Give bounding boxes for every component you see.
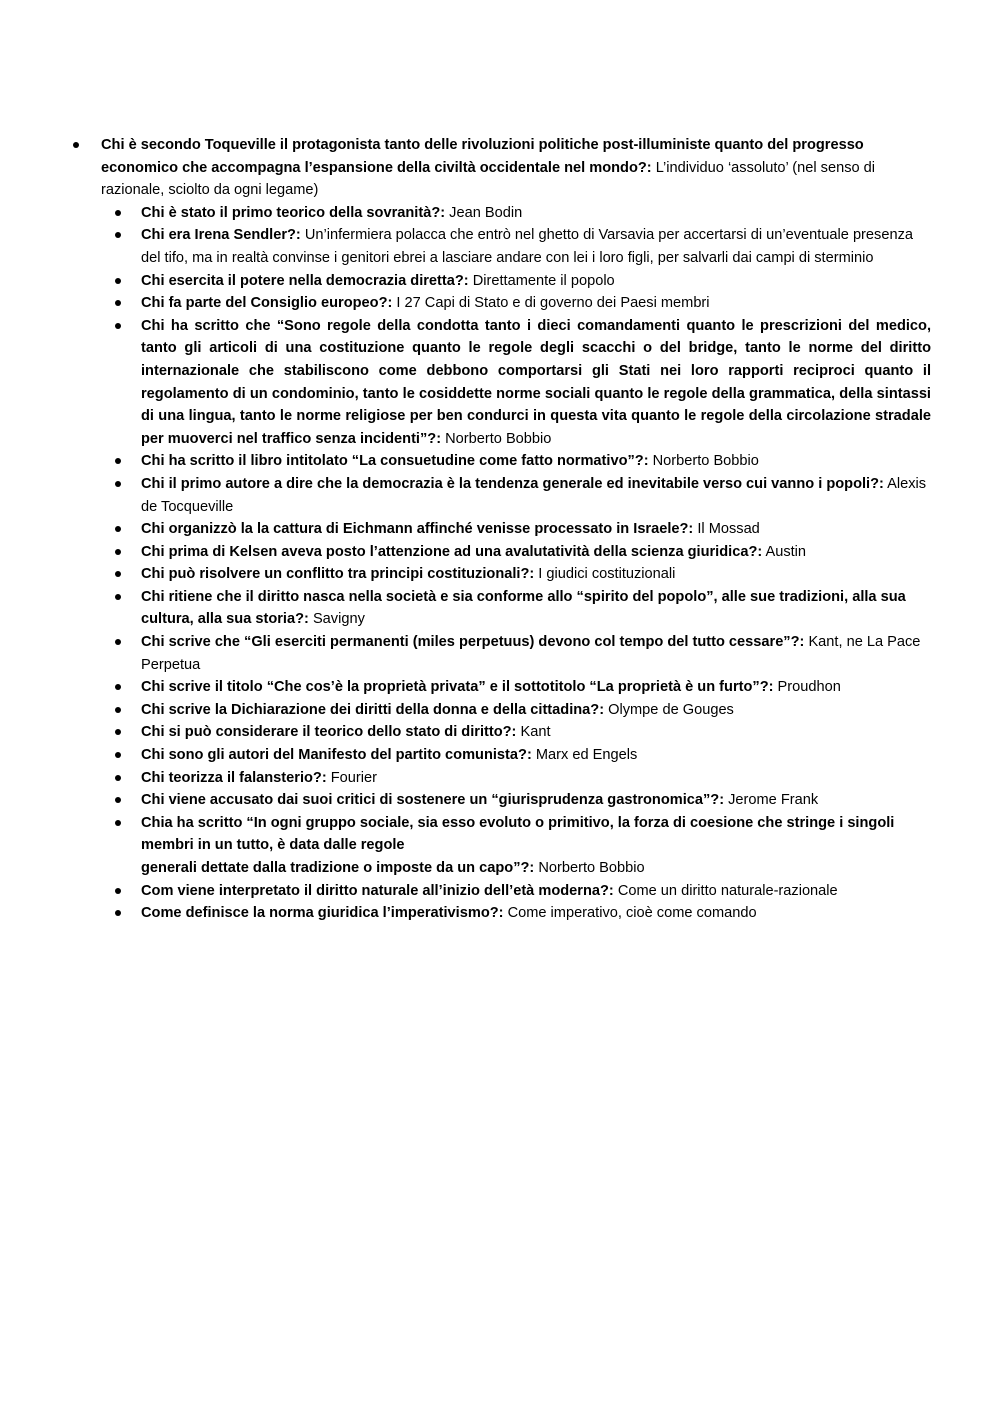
answer-text: Jerome Frank xyxy=(724,792,819,809)
bullet-icon xyxy=(115,526,121,532)
question-text: Chi viene accusato dai suoi critici di sostenere un “giurisprudenza gastronomica”?: xyxy=(141,792,725,809)
answer-text: Norberto Bobbio xyxy=(534,860,645,876)
answer-text: Un’infermiera polacca che entrò nel ghetto di Varsavia per accertarsi di un’eventuale presenza del tifo, ma in realtà convinse i genitori ebrei a lasciare andare con lei i loro figli, per salvarli dai campi di sterminio xyxy=(141,227,913,266)
list-item xyxy=(141,812,931,880)
answer-text: I giudici costituzionali xyxy=(534,566,676,583)
question-text: Chi teorizza il falansterio?: xyxy=(141,769,327,786)
answer-text: Direttamente il popolo xyxy=(468,272,615,289)
question-text: Chi prima di Kelsen aveva posto l’attenzione ad una avalutatività della scienza giuridica?: xyxy=(141,543,763,560)
answer-text: Kant, ne La Pace Perpetua xyxy=(141,634,921,673)
question-text: Chi ha scritto che “Sono regole della condotta tanto i dieci comandamenti quanto le prescrizioni del medico, tanto gli articoli di una costituzione quanto le regole degli scacchi o del bridge, tanto le norme del diritto internazionale che stabiliscono come debbono comportarsi gli Stati nei loro rapporti reciproci quanto il regolamento di un condominio, tanto le cosiddette norme sociali quanto le regole della grammatica, della sintassi di una lingua, tanto le norme religiose per ben condurci in questa vita quanto le regole della circolazione stradale per muoverci nel traffico senza incidenti”?: xyxy=(141,317,931,447)
bullet-icon xyxy=(73,142,79,148)
list-item xyxy=(101,134,931,925)
bullet-icon xyxy=(115,797,121,803)
bullet-icon xyxy=(115,594,121,600)
question-text: Chi si può considerare il teorico dello stato di diritto?: xyxy=(141,724,517,741)
answer-text: Olympe de Gouges xyxy=(604,701,734,718)
list-item xyxy=(141,450,931,473)
bullet-icon xyxy=(115,481,121,487)
bullet-icon xyxy=(115,707,121,713)
question-text: Chi ritiene che il diritto nasca nella società e sia conforme allo “spirito del popolo”, alle sue tradizioni, alla sua cultura, alla sua storia?: xyxy=(141,588,906,628)
bullet-icon xyxy=(115,820,121,826)
question-text: Chi esercita il potere nella democrazia diretta?: xyxy=(141,272,469,289)
bullet-icon xyxy=(115,684,121,690)
answer-text: L’individuo ‘assoluto’ (nel senso di razionale, sciolto da ogni legame) xyxy=(101,159,876,199)
answer-text: Il Mossad xyxy=(693,521,760,538)
list-item xyxy=(141,902,931,925)
question-text: Chi ha scritto il libro intitolato “La consuetudine come fatto normativo”?: xyxy=(141,453,649,470)
answer-text: I 27 Capi di Stato e di governo dei Paesi membri xyxy=(392,295,710,312)
question-text: Chi scrive che “Gli eserciti permanenti (miles perpetuus) devono col tempo del tutto cessare”?: xyxy=(141,634,805,651)
question-text: Chi scrive il titolo “Che cos’è la proprietà privata” e il sottotitolo “La proprietà è un furto”?: xyxy=(141,679,774,696)
bullet-icon xyxy=(115,549,121,555)
list-item xyxy=(141,563,931,586)
bullet-icon xyxy=(115,278,121,284)
list-item xyxy=(141,518,931,541)
answer-text: Marx ed Engels xyxy=(531,747,638,764)
answer-text: Norberto Bobbio xyxy=(648,453,759,470)
list-item xyxy=(141,270,931,293)
bullet-icon xyxy=(115,458,121,464)
list-item xyxy=(141,631,931,676)
bullet-icon xyxy=(115,300,121,306)
question-text: Chi è stato il primo teorico della sovranità?: xyxy=(141,204,446,221)
bullet-icon xyxy=(115,210,121,216)
list-item xyxy=(141,202,931,225)
bullet-icon xyxy=(115,775,121,781)
list-item xyxy=(141,880,931,903)
answer-text: Come un diritto naturale-razionale xyxy=(613,882,838,899)
answer-text: Proudhon xyxy=(773,679,841,696)
list-item xyxy=(141,224,931,269)
list-item xyxy=(141,541,931,564)
question-text: Chi sono gli autori del Manifesto del partito comunista?: xyxy=(141,747,532,764)
answer-text: Kant xyxy=(516,724,551,741)
sub-question-list xyxy=(101,202,931,925)
list-item xyxy=(141,292,931,315)
question-list xyxy=(101,134,931,925)
list-item xyxy=(141,586,931,631)
list-item xyxy=(141,744,931,767)
bullet-icon xyxy=(115,910,121,916)
list-item xyxy=(141,721,931,744)
bullet-icon xyxy=(115,729,121,735)
bullet-icon xyxy=(115,323,121,329)
bullet-icon xyxy=(115,639,121,645)
list-item xyxy=(141,315,931,451)
list-item xyxy=(141,789,931,812)
question-text: Chi era Irena Sendler?: xyxy=(141,227,301,244)
answer-text: Austin xyxy=(762,543,807,560)
bullet-icon xyxy=(115,571,121,577)
question-text-continued: generali dettate dalla tradizione o imposte da un capo”?: xyxy=(141,860,535,876)
question-text: Come definisce la norma giuridica l’imperativismo?: xyxy=(141,905,504,922)
answer-text: Alexis de Tocqueville xyxy=(141,475,927,515)
list-item xyxy=(141,473,931,518)
question-text: Chi scrive la Dichiarazione dei diritti della donna e della cittadina?: xyxy=(141,701,605,718)
question-text: Chi organizzò la la cattura di Eichmann affinché venisse processato in Israele?: xyxy=(141,521,694,538)
question-text: Chi è secondo Toqueville il protagonista tanto delle rivoluzioni politiche post-illuministe quanto del progresso economico che accompagna l’espansione della civiltà occidentale nel mondo?: xyxy=(101,137,864,176)
bullet-icon xyxy=(115,752,121,758)
question-text: Chi può risolvere un conflitto tra principi costituzionali?: xyxy=(141,566,535,583)
list-item xyxy=(141,699,931,722)
question-text: Chi il primo autore a dire che la democrazia è la tendenza generale ed inevitabile verso cui vanno i popoli?: xyxy=(141,475,884,492)
question-text: Com viene interpretato il diritto naturale all’inizio dell’età moderna?: xyxy=(141,882,614,899)
bullet-icon xyxy=(115,232,121,238)
question-text: Chi fa parte del Consiglio europeo?: xyxy=(141,295,393,312)
answer-text: Fourier xyxy=(326,769,377,786)
answer-text: Jean Bodin xyxy=(445,204,523,221)
list-item xyxy=(141,767,931,790)
bullet-icon xyxy=(115,888,121,894)
answer-text: Savigny xyxy=(308,611,365,628)
question-text: Chia ha scritto “In ogni gruppo sociale, sia esso evoluto o primitivo, la forza di coesione che stringe i singoli membri in un tutto, è data dalle regole xyxy=(141,814,895,854)
answer-text: Norberto Bobbio xyxy=(441,430,552,447)
answer-text: Come imperativo, cioè come comando xyxy=(503,905,757,922)
list-item xyxy=(141,676,931,699)
